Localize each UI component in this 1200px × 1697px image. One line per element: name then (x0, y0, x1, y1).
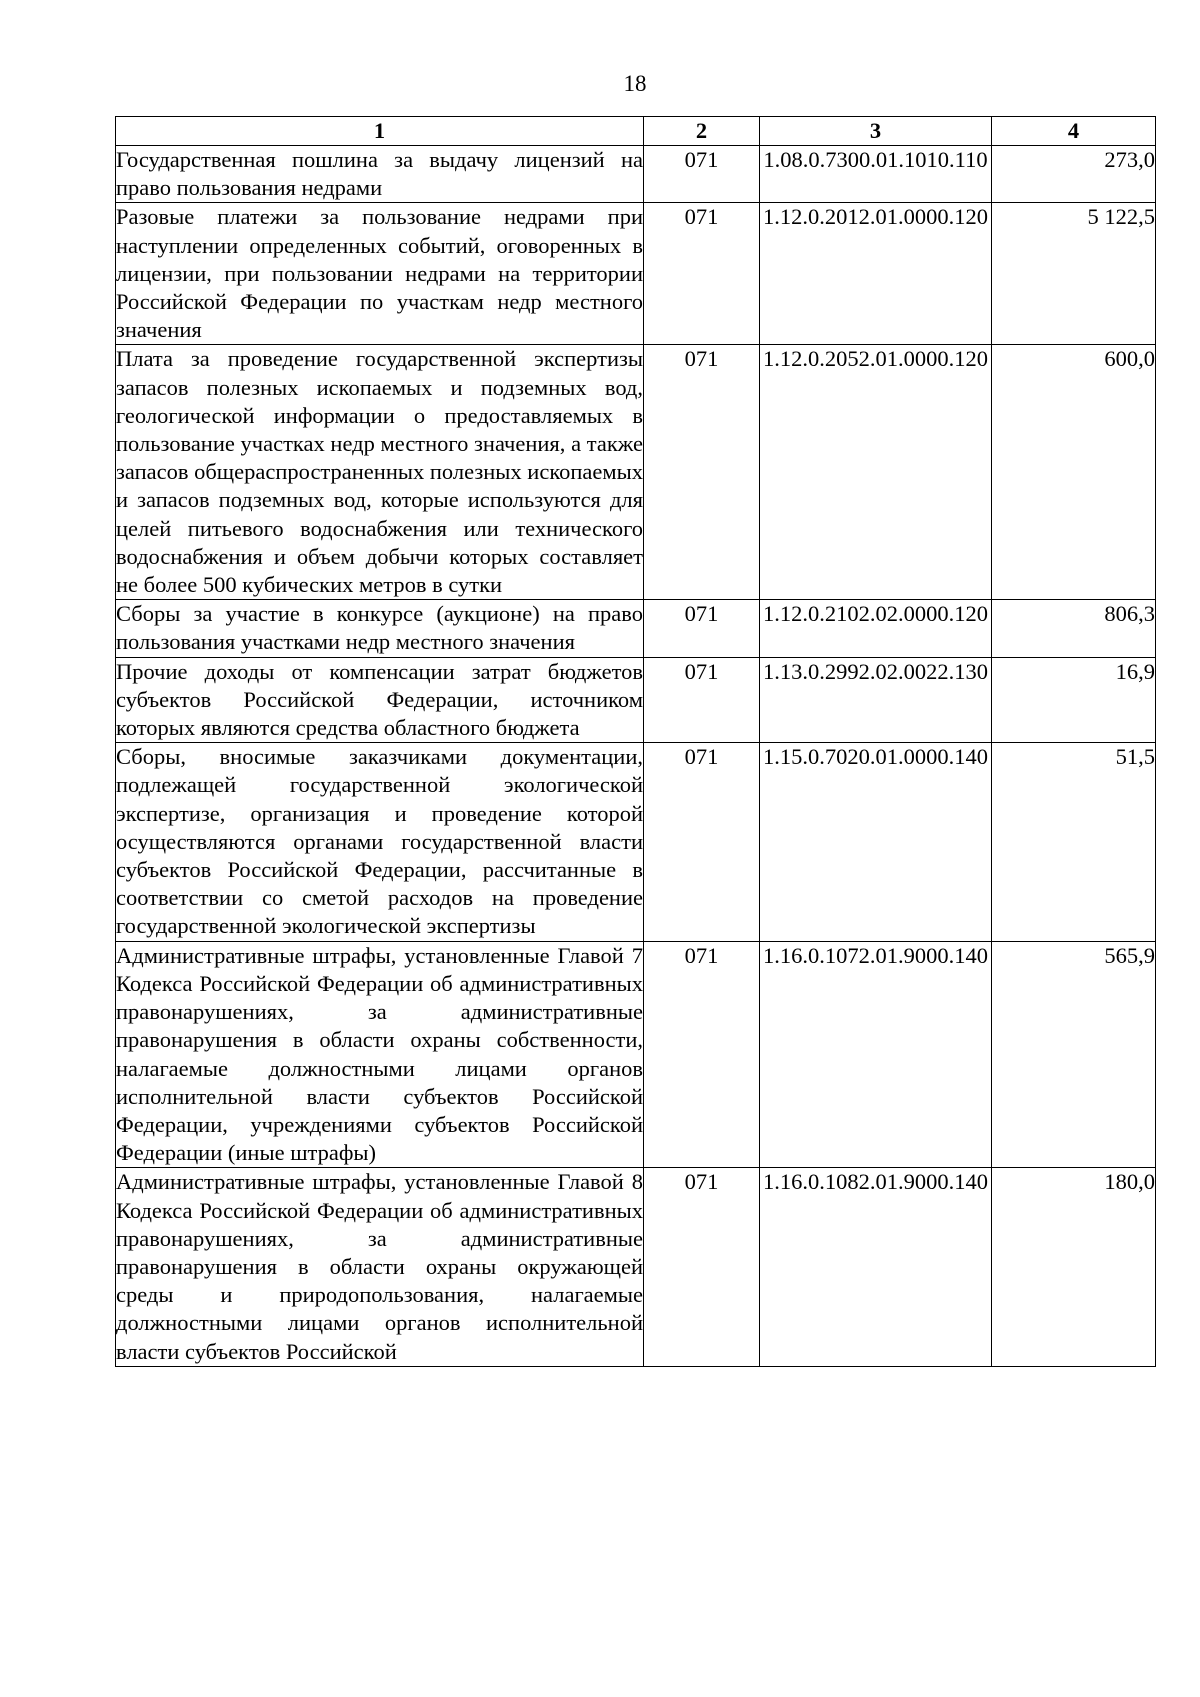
table-row (116, 600, 1156, 657)
amount-cell: 806,3 (992, 600, 1156, 657)
budget-code-cell: 1.16.0.1082.01.9000.140 (760, 1168, 992, 1366)
budget-code-cell: 1.15.0.7020.01.0000.140 (760, 743, 992, 941)
budget-code-cell: 1.12.0.2102.02.0000.120 (760, 600, 992, 657)
page-number: 18 (623, 71, 647, 96)
revenue-name-cell: Прочие доходы от компенсации затрат бюджетов субъектов Российской Федерации, источником которых являются средства областного бюджета (116, 657, 644, 743)
revenue-name-cell: Плата за проведение государственной экспертизы запасов полезных ископаемых и подземных вод, геологической информации о предоставляемых в пользование участках недр местного значения, а также запасов общераспространенных полезных ископаемых и запасов подземных вод, которые используются для целей питьевого водоснабжения или технического водоснабжения и объем добычи которых составляет не более 500 кубических метров в сутки (116, 345, 644, 600)
table-row (116, 941, 1156, 1168)
table-row (116, 146, 1156, 203)
table-row (116, 657, 1156, 743)
table-header-row (116, 117, 1156, 146)
admin-code-cell: 071 (644, 600, 760, 657)
column-header-admin: 2 (644, 117, 760, 146)
revenue-name-cell: Административные штрафы, установленные Главой 8 Кодекса Российской Федерации об административных правонарушениях, за административные правонарушения в области охраны окружающей среды и природопользования, налагаемые должностными лицами органов исполнительной власти субъектов Российской (116, 1168, 644, 1366)
budget-code-cell: 1.13.0.2992.02.0022.130 (760, 657, 992, 743)
table-row (116, 345, 1156, 600)
table-row (116, 203, 1156, 345)
admin-code-cell: 071 (644, 345, 760, 600)
admin-code-cell: 071 (644, 743, 760, 941)
budget-code-cell: 1.12.0.2052.01.0000.120 (760, 345, 992, 600)
revenue-name-cell: Сборы, вносимые заказчиками документации, подлежащей государственной экологической экспертизе, организация и проведение которой осуществляются органами государственной власти субъектов Российской Федерации, рассчитанные в соответствии со сметой расходов на проведение государственной экологической экспертизы (116, 743, 644, 941)
column-header-name: 1 (116, 117, 644, 146)
admin-code-cell: 071 (644, 941, 760, 1168)
amount-cell: 5 122,5 (992, 203, 1156, 345)
revenue-name-cell: Сборы за участие в конкурсе (аукционе) на право пользования участками недр местного значения (116, 600, 644, 657)
amount-cell: 16,9 (992, 657, 1156, 743)
budget-code-cell: 1.12.0.2012.01.0000.120 (760, 203, 992, 345)
amount-cell: 600,0 (992, 345, 1156, 600)
admin-code-cell: 071 (644, 146, 760, 203)
budget-code-cell: 1.16.0.1072.01.9000.140 (760, 941, 992, 1168)
amount-cell: 51,5 (992, 743, 1156, 941)
revenue-name-cell: Разовые платежи за пользование недрами при наступлении определенных событий, оговоренных в лицензии, при пользовании недрами на территории Российской Федерации по участкам недр местного значения (116, 203, 644, 345)
budget-code-cell: 1.08.0.7300.01.1010.110 (760, 146, 992, 203)
amount-cell: 565,9 (992, 941, 1156, 1168)
admin-code-cell: 071 (644, 1168, 760, 1366)
column-header-code: 3 (760, 117, 992, 146)
revenue-table (115, 116, 1156, 1367)
table-row (116, 1168, 1156, 1366)
column-header-sum: 4 (992, 117, 1156, 146)
admin-code-cell: 071 (644, 657, 760, 743)
table-row (116, 743, 1156, 941)
amount-cell: 273,0 (992, 146, 1156, 203)
admin-code-cell: 071 (644, 203, 760, 345)
revenue-name-cell: Административные штрафы, установленные Главой 7 Кодекса Российской Федерации об административных правонарушениях, за административные правонарушения в области охраны собственности, налагаемые должностными лицами органов исполнительной власти субъектов Российской Федерации, учреждениями субъектов Российской Федерации (иные штрафы) (116, 941, 644, 1168)
revenue-name-cell: Государственная пошлина за выдачу лицензий на право пользования недрами (116, 146, 644, 203)
amount-cell: 180,0 (992, 1168, 1156, 1366)
